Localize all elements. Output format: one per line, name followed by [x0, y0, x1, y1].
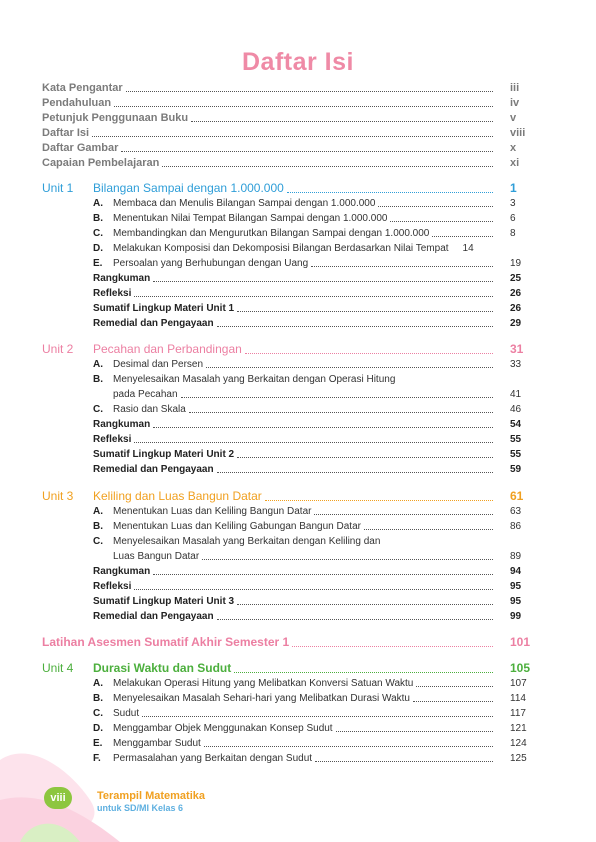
toc-subentry[interactable] [93, 372, 528, 387]
toc-extra-entry[interactable] [93, 564, 528, 579]
leader-dots [245, 352, 493, 354]
subentry-page: 3 [510, 198, 516, 209]
entry-page: xi [510, 157, 520, 169]
page-number-badge: viii [44, 787, 72, 809]
subentry-page: 19 [510, 258, 522, 269]
leader-dots [390, 220, 493, 222]
extra-page: 55 [510, 449, 522, 460]
extra-page: 59 [510, 464, 522, 475]
toc-extra-entry[interactable] [93, 609, 528, 624]
extra-page: 54 [510, 419, 522, 430]
leader-dots [292, 645, 493, 647]
toc-subentry[interactable] [93, 211, 528, 226]
subentry-key: C. [93, 228, 103, 239]
leader-dots [206, 366, 493, 368]
leader-dots [153, 426, 493, 428]
toc-subentry[interactable] [93, 504, 528, 519]
extra-label: Rangkuman [93, 566, 151, 577]
subentry-key: B. [93, 374, 103, 385]
subentry-key: B. [93, 521, 103, 532]
subentry-page: 6 [510, 213, 516, 224]
unit-number: Unit 1 [42, 181, 74, 195]
toc-extra-entry[interactable] [93, 432, 528, 447]
entry-label: Daftar Isi [42, 127, 90, 139]
subentry-key: F. [93, 753, 101, 764]
leader-dots [191, 120, 493, 122]
toc-extra-entry[interactable] [93, 462, 528, 477]
leader-dots [181, 396, 493, 398]
subentry-key: D. [93, 243, 103, 254]
subentry-key: E. [93, 738, 103, 749]
extra-label: Sumatif Lingkup Materi Unit 2 [93, 449, 235, 460]
toc-entry-capaian[interactable] [42, 156, 528, 171]
leader-dots [92, 135, 493, 137]
leader-dots [126, 90, 493, 92]
leader-dots [134, 295, 493, 297]
leader-dots [237, 456, 493, 458]
entry-label: Kata Pengantar [42, 82, 123, 94]
latihan-label: Latihan Asesmen Sumatif Akhir Semester 1 [42, 635, 290, 649]
extra-page: 95 [510, 581, 522, 592]
toc-entry-petunjuk[interactable] [42, 111, 528, 126]
extra-page: 26 [510, 288, 522, 299]
subentry-label: Melakukan Komposisi dan Dekomposisi Bilangan Berdasarkan Nilai Tempat [113, 243, 449, 254]
subentry-label: Persoalan yang Berhubungan dengan Uang [113, 258, 309, 269]
extra-page: 29 [510, 318, 522, 329]
leader-dots [336, 730, 493, 732]
unit-title: Pecahan dan Perbandingan [93, 342, 242, 356]
subentry-key: B. [93, 213, 103, 224]
latihan-page: 101 [510, 635, 531, 649]
toc-extra-entry[interactable] [93, 286, 528, 301]
leader-dots [314, 513, 493, 515]
toc-subentry[interactable] [93, 676, 528, 691]
toc-subentry-continuation[interactable] [113, 387, 528, 402]
toc-subentry[interactable] [93, 534, 528, 549]
subentry-page: 121 [510, 723, 527, 734]
unit-page: 61 [510, 489, 524, 503]
leader-dots [217, 471, 493, 473]
toc-unit-4[interactable] [42, 660, 531, 677]
leader-dots [287, 191, 493, 193]
extra-page: 55 [510, 434, 522, 445]
subentry-label: Membaca dan Menulis Bilangan Sampai dengan 1.000.000 [113, 198, 376, 209]
unit-number: Unit 4 [42, 661, 74, 675]
leader-dots [142, 715, 493, 717]
leader-dots [217, 325, 493, 327]
subentry-page: 33 [510, 359, 522, 370]
subentry-page: 89 [510, 551, 522, 562]
leader-dots [315, 760, 493, 762]
unit-title: Durasi Waktu dan Sudut [93, 661, 232, 675]
subentry-key: A. [93, 506, 103, 517]
toc-unit-2[interactable] [42, 341, 528, 358]
leader-dots [162, 165, 493, 167]
toc-subentry[interactable] [93, 706, 528, 721]
toc-subentry[interactable] [93, 721, 528, 736]
toc-subentry[interactable] [93, 736, 528, 751]
leader-dots [265, 499, 493, 501]
unit-title: Keliling dan Luas Bangun Datar [93, 489, 262, 503]
leader-dots [153, 573, 493, 575]
entry-page: iv [510, 97, 520, 109]
subentry-label: Desimal dan Persen [113, 359, 204, 370]
subentry-label: Menentukan Luas dan Keliling Bangun Datar [113, 506, 312, 517]
footer-book-title: Terampil Matematika [97, 790, 206, 802]
subentry-page: 46 [510, 404, 522, 415]
entry-page: v [510, 112, 517, 124]
toc-subentry[interactable] [93, 519, 528, 534]
unit-title: Bilangan Sampai dengan 1.000.000 [93, 181, 284, 195]
toc-entry-daftar-isi[interactable] [42, 126, 528, 141]
toc-extra-entry[interactable] [93, 271, 528, 286]
toc-unit-1[interactable] [42, 180, 528, 197]
leader-dots [237, 603, 493, 605]
extra-label: Rangkuman [93, 273, 151, 284]
extra-page: 26 [510, 303, 522, 314]
toc-extra-entry[interactable] [93, 417, 528, 432]
subentry-key: D. [93, 723, 103, 734]
subentry-page: 125 [510, 753, 527, 764]
subentry-label-continued: pada Pecahan [113, 389, 178, 400]
toc-subentry[interactable] [93, 402, 528, 417]
leader-dots [234, 671, 493, 673]
subentry-key: A. [93, 359, 103, 370]
extra-label: Sumatif Lingkup Materi Unit 1 [93, 303, 235, 314]
toc-subentry[interactable] [93, 196, 528, 211]
unit-number: Unit 3 [42, 489, 74, 503]
subentry-page: 63 [510, 506, 522, 517]
extra-label: Rangkuman [93, 419, 151, 430]
leader-dots [364, 528, 493, 530]
unit-page: 105 [510, 661, 531, 675]
entry-label: Daftar Gambar [42, 142, 119, 154]
subentry-page: 41 [510, 389, 522, 400]
subentry-label: Sudut [113, 708, 140, 719]
extra-page: 94 [510, 566, 522, 577]
unit-page: 31 [510, 342, 524, 356]
extra-label: Refleksi [93, 288, 132, 299]
toc-subentry[interactable] [93, 751, 528, 766]
toc-extra-entry[interactable] [93, 301, 528, 316]
toc-unit-3[interactable] [42, 488, 528, 505]
subentry-label: Permasalahan yang Berkaitan dengan Sudut [113, 753, 313, 764]
subentry-label: Menggambar Objek Menggunakan Konsep Sudut [113, 723, 333, 734]
toc-subentry[interactable] [93, 241, 528, 256]
subentry-label: Melakukan Operasi Hitung yang Melibatkan Konversi Satuan Waktu [113, 678, 414, 689]
subentry-page: 8 [510, 228, 516, 239]
toc-extra-entry[interactable] [93, 447, 528, 462]
leader-dots [237, 310, 493, 312]
extra-label: Sumatif Lingkup Materi Unit 3 [93, 596, 235, 607]
entry-label: Capaian Pembelajaran [42, 157, 160, 169]
subentry-page: 14 [462, 243, 474, 254]
toc-extra-entry[interactable] [93, 594, 528, 609]
toc-extra-entry[interactable] [93, 316, 528, 331]
toc-subentry[interactable] [93, 357, 528, 372]
subentry-page: 117 [510, 708, 526, 719]
page-title: Daftar Isi [242, 48, 354, 76]
toc-subentry[interactable] [93, 691, 528, 706]
extra-label: Refleksi [93, 581, 132, 592]
entry-label: Pendahuluan [42, 97, 112, 109]
subentry-key: C. [93, 708, 103, 719]
leader-dots [114, 105, 493, 107]
leader-dots [121, 150, 493, 152]
toc-subentry[interactable] [93, 226, 528, 241]
subentry-label: Membandingkan dan Mengurutkan Bilangan Sampai dengan 1.000.000 [113, 228, 430, 239]
subentry-page: 107 [510, 678, 527, 689]
extra-label: Remedial dan Pengayaan [93, 464, 214, 475]
subentry-label: Menentukan Luas dan Keliling Gabungan Bangun Datar [113, 521, 361, 532]
subentry-page: 86 [510, 521, 522, 532]
leader-dots [153, 280, 493, 282]
leader-dots [204, 745, 493, 747]
leader-dots [202, 558, 493, 560]
toc-entry-daftar-gambar[interactable] [42, 141, 528, 156]
footer-book-subtitle: untuk SD/MI Kelas 6 [97, 803, 184, 813]
unit-number: Unit 2 [42, 342, 74, 356]
subentry-label: Menyelesaikan Masalah yang Berkaitan dengan Operasi Hitung [113, 374, 396, 385]
entry-page: x [510, 142, 517, 154]
entry-page: iii [510, 82, 520, 94]
subentry-page: 124 [510, 738, 527, 749]
subentry-label: Menyelesaikan Masalah Sehari-hari yang Melibatkan Durasi Waktu [113, 693, 410, 704]
subentry-key: B. [93, 693, 103, 704]
leader-dots [413, 700, 493, 702]
leader-dots [311, 265, 493, 267]
leader-dots [134, 441, 493, 443]
leader-dots [134, 588, 493, 590]
toc-entry-pendahuluan[interactable] [42, 96, 528, 111]
subentry-label: Menggambar Sudut [113, 738, 201, 749]
subentry-label: Menentukan Nilai Tempat Bilangan Sampai dengan 1.000.000 [113, 213, 388, 224]
subentry-key: C. [93, 536, 103, 547]
subentry-key: A. [93, 198, 103, 209]
extra-label: Remedial dan Pengayaan [93, 318, 214, 329]
leader-dots [189, 411, 493, 413]
subentry-label: Rasio dan Skala [113, 404, 186, 415]
subentry-key: A. [93, 678, 103, 689]
leader-dots [378, 205, 493, 207]
toc-entry-kata-pengantar[interactable] [42, 81, 528, 96]
toc-latihan-asesmen[interactable] [42, 634, 531, 651]
toc-subentry-continuation[interactable] [113, 549, 528, 564]
leader-dots [416, 685, 493, 687]
extra-page: 99 [510, 611, 522, 622]
leader-dots [432, 235, 493, 237]
extra-label: Refleksi [93, 434, 132, 445]
extra-label: Remedial dan Pengayaan [93, 611, 214, 622]
extra-page: 95 [510, 596, 522, 607]
unit-page: 1 [510, 181, 517, 195]
subentry-key: E. [93, 258, 103, 269]
toc-extra-entry[interactable] [93, 579, 528, 594]
subentry-page: 114 [510, 693, 526, 704]
entry-label: Petunjuk Penggunaan Buku [42, 112, 189, 124]
subentry-key: C. [93, 404, 103, 415]
toc-subentry[interactable] [93, 256, 528, 271]
subentry-label-continued: Luas Bangun Datar [113, 551, 200, 562]
extra-page: 25 [510, 273, 522, 284]
subentry-label: Menyelesaikan Masalah yang Berkaitan dengan Keliling dan [113, 536, 381, 547]
entry-page: viii [510, 127, 526, 139]
leader-dots [217, 618, 493, 620]
